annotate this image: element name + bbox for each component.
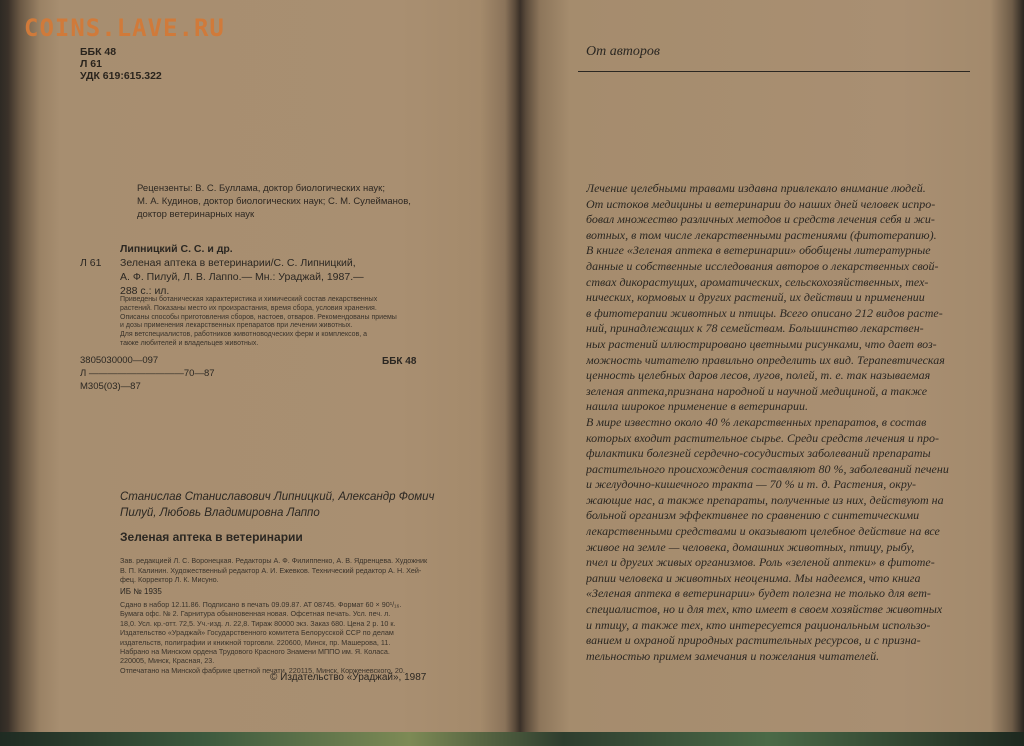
editors-credits	[120, 556, 440, 585]
text-line: в фитотерапии животных и птицы. Всего описано 212 видов расте-	[586, 305, 943, 320]
book-title: Зеленая аптека в ветеринарии	[120, 530, 303, 544]
text-line: В мире известно около 40 % лекарственных препаратов, в состав	[586, 414, 927, 429]
authors-line: Пилуй, Любовь Владимировна Лаппо	[120, 507, 320, 519]
imprint-line: издательств, полиграфии и книжной торговли. 220600, Минск, пр. Машерова, 11.	[120, 637, 391, 647]
catalog-line: Зеленая аптека в ветеринарии/С. С. Липницкий,	[120, 257, 356, 269]
catalog-author: Липницкий С. С. и др.	[120, 243, 233, 255]
reviewers	[137, 182, 467, 221]
text-line: Лечение целебными травами издавна привлекало внимание людей.	[586, 181, 926, 195]
watermark: COINS.LAVE.RU	[24, 14, 225, 42]
text-line: живое на земле — человека, домашних животных, птицу, рыбу,	[586, 539, 915, 554]
annotation-line: Приведены ботаническая характеристика и химический состав лекарственных	[120, 296, 378, 303]
text-line: ценность целебных даров лесов, лугов, полей, т. е. так называемая	[586, 368, 931, 383]
reviewers-line: Рецензенты: В. С. Буллама, доктор биологических наук;	[137, 183, 385, 194]
imprint-line: Издательство «Ураджай» Государственного комитета Белорусской ССР по делам	[120, 628, 394, 638]
imprint-line: 220005, Минск, Красная, 23.	[120, 656, 215, 666]
text-line: и желудочно-кишечного тракта — 70 % и т. д. Растения, окру-	[586, 477, 917, 492]
page-heading: От авторов	[586, 44, 660, 59]
text-line: лекарственными средствами и оказывают целебное действие на все	[586, 524, 940, 539]
bbk-code-bottom: ББК 48	[382, 356, 417, 367]
authors-full-names	[120, 489, 480, 521]
copyright: © Издательство «Ураджай», 1987	[270, 672, 427, 683]
editors-line: фец. Корректор Л. К. Мисуно.	[120, 575, 219, 584]
annotation-line: также любителей и владельцев животных.	[120, 339, 259, 347]
cover-edge	[0, 732, 1024, 746]
imprint-line: Бумага офс. № 2. Гарнитура обыкновенная новая. Офсетная печать. Усл. печ. л.	[120, 609, 391, 619]
text-line: пчел и других живых организмов. Роль «зеленой аптеки» в фитоте-	[586, 555, 935, 570]
isbn-line: 3805030000—097	[80, 355, 159, 366]
text-line: специалистов, но и для тех, кто имеет в своем хозяйстве животных	[586, 602, 943, 617]
heading-rule	[578, 71, 970, 72]
text-line: филактики болезней сердечно-сосудистых заболеваний препараты	[586, 446, 931, 461]
reviewers-line: доктор ветеринарных наук	[137, 209, 255, 220]
text-line: ний, принадлежащих к 78 семействам. Большинство лекарствен-	[586, 321, 924, 336]
text-line: зеленая аптека,признана народной и научной медициной, а также	[586, 383, 928, 398]
editors-line: В. П. Калинин. Художественный редактор А. И. Ежевков. Технический редактор А. Н. Хей-	[120, 565, 422, 575]
bbk-code: ББК 48	[80, 46, 117, 58]
catalog-line: А. Ф. Пилуй, Л. В. Лаппо.— Мн.: Ураджай, 1987.—	[120, 271, 364, 283]
imprint-line: Сдано в набор 12.11.86. Подписано в печать 09.09.87. АТ 08745. Формат 60 × 90¹/₁₆.	[120, 600, 402, 609]
left-page	[0, 0, 518, 732]
text-line: больной организм эффективнее по сравнению с синтетическими	[586, 508, 920, 523]
preface-text	[586, 181, 970, 664]
text-line: «Зеленая аптека в ветеринарии» будет полезна не только для вет-	[586, 586, 931, 601]
text-line: нических, кормовых и других растений, их действии и применении	[586, 290, 925, 305]
catalog-annotation	[120, 296, 450, 349]
catalog-code: Л 61	[80, 257, 102, 269]
catalog-card	[80, 242, 460, 298]
isbn-line: М305(03)—87	[80, 381, 141, 392]
text-line: ствах дикорастущих, ароматических, сельскохозяйственных, тех-	[586, 274, 929, 289]
text-line: данные и собственные исследования авторов о лекарственных свой-	[586, 258, 939, 273]
editors-line: Зав. редакцией Л. С. Воронецкая. Редакторы А. Ф. Филиппенко, А. В. Ядренцева. Художник	[120, 556, 428, 565]
catalog-line: 288 с.: ил.	[120, 285, 170, 297]
annotation-line: растений. Показаны место их произрастания, время сбора, условия хранения.	[120, 304, 377, 312]
authors-line: Станислав Станиславович Липницкий, Александр Фомич	[120, 491, 435, 503]
text-line: бовал множество различных методов и средств лечения себя и жи-	[586, 212, 935, 227]
annotation-line: и дозы применения лекарственных препаратов при лечении животных.	[120, 322, 353, 330]
text-line: растительного происхождения составляют 80 %, заболеваний печени	[586, 461, 949, 476]
text-line: вотных, в том числе лекарственными растениями (фитотерапию).	[586, 227, 937, 242]
imprint-details	[120, 600, 450, 675]
imprint-line: Набрано на Минском ордена Трудового Красного Знамени МППО им. Я. Коласа.	[120, 647, 390, 657]
text-line: жающие нас, а также препараты, полученные из них, действуют на	[586, 492, 944, 507]
text-line: нашла широкое применение в ветеринарии.	[586, 399, 809, 414]
text-line: ных растений иллюстрировано цветными рисунками, что дает воз-	[586, 336, 937, 351]
text-line: рапии человека и животных неоценима. Мы надеемся, что книга	[586, 570, 921, 585]
ib-number: ИБ № 1935	[120, 587, 162, 596]
annotation-line: Описаны способы приготовления сборов, настоев, отваров. Рекомендованы приемы	[120, 313, 397, 321]
classification-codes	[80, 46, 162, 82]
text-line: тельностью примем замечания и пожелания читателей.	[586, 648, 880, 663]
isbn-line: Л ——————————70—87	[80, 368, 215, 379]
annotation-line: Для ветспециалистов, работников животноводческих ферм и комплексов, а	[120, 331, 368, 339]
text-line: можность читателю правильно определить их вид. Терапевтическая	[586, 352, 945, 367]
author-sign: Л 61	[80, 58, 102, 70]
text-line: В книге «Зеленая аптека в ветеринарии» обобщены литературные	[586, 243, 931, 258]
text-line: которых входит растительное сырье. Среди средств лечения и про-	[586, 430, 939, 445]
udk-code: УДК 619:615.322	[80, 70, 162, 82]
imprint-line: 18,0. Усл. кр.-отт. 72,5. Уч.-изд. л. 22,8. Тираж 80000 экз. Заказ 680. Цена 2 р. 10 к.	[120, 618, 396, 628]
imprint-line: Отпечатано на Минской фабрике цветной печати. 220115, Минск, Корженевского, 20.	[120, 665, 405, 675]
text-line: ванием и охраной природных растительных ресурсов, и с призна-	[586, 633, 921, 648]
text-line: и птицу, а также тех, кто интересуется рациональным использо-	[586, 617, 931, 632]
text-line: От истоков медицины и ветеринарии до наших дней человек испро-	[586, 196, 936, 211]
reviewers-line: М. А. Кудинов, доктор биологических наук; С. М. Сулейманов,	[137, 196, 411, 207]
